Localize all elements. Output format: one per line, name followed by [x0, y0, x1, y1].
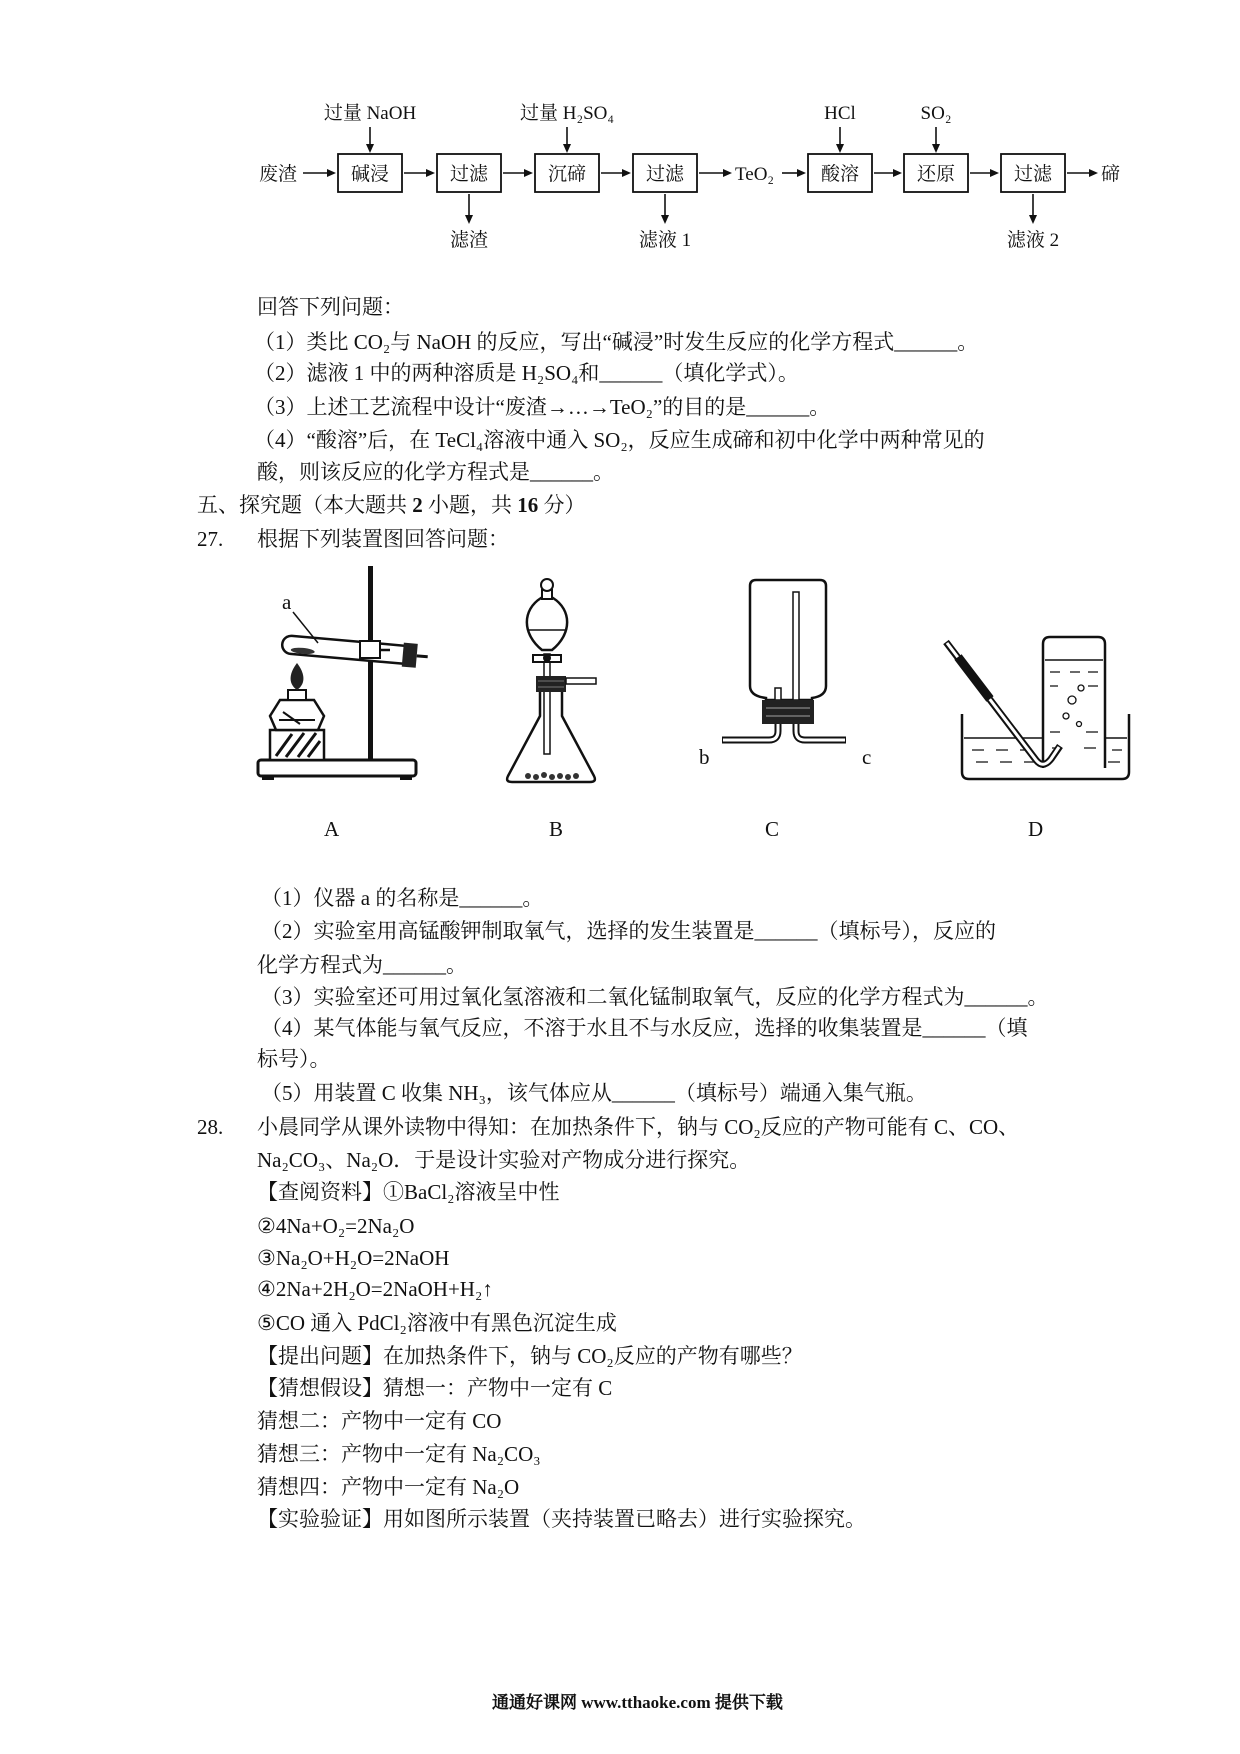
- flow-step-reduce: [904, 154, 968, 192]
- flow-step-label: 过滤: [449, 164, 489, 185]
- flow-arrow: [874, 169, 902, 177]
- reference-item: ④2Na+2H₂O=2NaOH+H₂↑: [257, 1277, 493, 1301]
- reagent-hcl-label: HCl: [824, 103, 856, 124]
- question-stem: 根据下列装置图回答问题：: [257, 527, 509, 551]
- test-tube-stopper: [402, 643, 418, 668]
- bottle-stopper: [762, 700, 814, 724]
- flow-arrow: [699, 169, 732, 177]
- stopcock-knob: [543, 654, 551, 662]
- reagent-naoh-label: 过量 NaOH: [323, 103, 417, 124]
- apparatus-d: [946, 637, 1129, 779]
- flow-step-precipitate: [535, 154, 599, 192]
- hypothesis-item: 猜想四：产物中一定有 Na₂O: [257, 1475, 520, 1499]
- reference-item: ③Na₂O+H₂O=2NaOH: [257, 1246, 450, 1270]
- reagent-arrow-h2so4: [563, 127, 571, 153]
- flow-step-label: 碱浸: [350, 164, 390, 185]
- stand-foot: [262, 775, 274, 780]
- flow-end-label: 碲: [1101, 164, 1121, 185]
- flow-arrow: [601, 169, 631, 177]
- rubber-tube: [958, 657, 990, 699]
- reagent-h2so4-label: 过量 H₂SO₄: [519, 103, 615, 124]
- hypothesis-item: 猜想二：产物中一定有 CO: [257, 1409, 502, 1433]
- flow-start-label: 废渣: [259, 164, 298, 185]
- flow-arrow: [303, 169, 336, 177]
- flow-step-filter-2: [633, 154, 697, 192]
- apparatus-label-a: A: [324, 817, 340, 841]
- flow-step-label: 过滤: [1013, 164, 1053, 185]
- reagent-arrow-hcl: [836, 127, 844, 153]
- long-tube: [793, 592, 799, 700]
- output-arrow-residue: [465, 194, 473, 224]
- q28-question: 【提出问题】在加热条件下，钠与 CO₂反应的产物有哪些？: [257, 1344, 803, 1368]
- q27-sub-3: （3）实验室还可用过氧化氢溶液和二氧化锰制取氧气，反应的化学方程式为______。: [261, 985, 1049, 1009]
- apparatus-label-d: D: [1028, 817, 1044, 841]
- question-number: 28.: [197, 1115, 224, 1139]
- q26-intro: 回答下列问题：: [257, 295, 404, 319]
- output-arrow-filtrate-1: [661, 194, 669, 224]
- section-5-heading: [197, 493, 586, 517]
- output-filtrate-2-label: 滤液 2: [1006, 230, 1060, 251]
- q28-stem-continued: Na₂CO₃、Na₂O．于是设计实验对产物成分进行探究。: [257, 1148, 751, 1172]
- apparatus-c: [699, 580, 871, 769]
- section-heading-text: 小题，共: [422, 493, 518, 517]
- reference-item: ②4Na+O₂=2Na₂O: [257, 1214, 415, 1238]
- apparatus-b: [507, 579, 596, 782]
- process-flow-diagram: [0, 95, 1240, 260]
- delivery-tube-stub: [417, 656, 428, 657]
- hypothesis-item: 【猜想假设】猜想一：产物中一定有 C: [257, 1376, 613, 1400]
- alcohol-lamp-body: [270, 700, 324, 730]
- flow-arrow: [1067, 169, 1098, 177]
- flow-arrow: [503, 169, 533, 177]
- test-tube: [281, 632, 429, 669]
- port-b-label: b: [699, 745, 710, 769]
- q27-sub-4-continued: 标号）。: [257, 1047, 331, 1071]
- output-residue-label: 滤渣: [449, 230, 489, 251]
- flow-step-filter-3: [1001, 154, 1065, 192]
- q26-sub-4: （4）“酸溶”后，在 TeCl₄溶液中通入 SO₂，反应生成碲和初中化学中两种常见的: [254, 428, 985, 452]
- flame: [291, 663, 304, 690]
- flow-step-label: 还原: [916, 164, 956, 185]
- q26-sub-4-continued: 酸，则该反应的化学方程式是______。: [257, 460, 614, 484]
- flow-arrow: [404, 169, 435, 177]
- q26-sub-1: （1）类比 CO₂与 NaOH 的反应，写出“碱浸”时发生反应的化学方程式______。: [254, 330, 979, 354]
- stand-foot: [400, 775, 412, 780]
- reference-item: 【查阅资料】①BaCl₂溶液呈中性: [257, 1180, 560, 1204]
- iron-stand-rod: [368, 566, 373, 761]
- page-footer: 通通好课网 www.tthaoke.com 提供下载: [492, 1693, 783, 1712]
- flow-arrow: [782, 169, 806, 177]
- q27-sub-5: （5）用装置 C 收集 NH₃，该气体应从______（填标号）端通入集气瓶。: [261, 1081, 927, 1105]
- lamp-neck: [288, 690, 306, 700]
- reagent-arrow-naoh: [366, 127, 374, 153]
- flow-step-filter-1: [437, 154, 501, 192]
- q26-sub-3: （3）上述工艺流程中设计“废渣→…→TeO₂”的目的是______。: [254, 395, 831, 419]
- q27-sub-2-continued: 化学方程式为______。: [257, 953, 467, 977]
- section-heading-text: 分）: [538, 493, 586, 517]
- q27-sub-1: （1）仪器 a 的名称是______。: [261, 886, 544, 910]
- q27-sub-4: （4）某气体能与氧气反应，不溶于水且不与水反应，选择的收集装置是______（填: [261, 1016, 1028, 1040]
- flow-step-label: 酸溶: [820, 164, 860, 185]
- hypothesis-item: 猜想三：产物中一定有 Na₂CO₃: [257, 1442, 541, 1466]
- conical-flask: [507, 690, 595, 782]
- question-number: 27.: [197, 527, 224, 551]
- apparatus-a: [258, 566, 429, 780]
- output-arrow-filtrate-2: [1029, 194, 1037, 224]
- side-delivery-tube: [566, 678, 596, 684]
- flow-step-label: 过滤: [645, 164, 685, 185]
- tube-b: [722, 724, 778, 740]
- flow-step-alkali-leach: [338, 154, 402, 192]
- short-tube: [775, 688, 781, 700]
- reagent-arrow-so2: [932, 127, 940, 153]
- gas-bottle: [750, 580, 826, 700]
- flask-stopper: [536, 676, 566, 692]
- flow-step-acid-dissolve: [808, 154, 872, 192]
- flow-arrow: [970, 169, 999, 177]
- output-filtrate-1-label: 滤液 1: [638, 230, 692, 251]
- section-question-count: 2: [412, 493, 423, 517]
- section-heading-text: 五、探究题（本大题共: [197, 493, 413, 517]
- flow-intermediate-label: TeO₂: [735, 164, 775, 185]
- iron-stand-base: [258, 760, 416, 776]
- tube-c: [796, 724, 846, 740]
- apparatus-label-c: C: [765, 817, 780, 841]
- q28-verification: 【实验验证】用如图所示装置（夹持装置已略去）进行实验探究。: [257, 1507, 866, 1531]
- separatory-funnel-bulb: [527, 598, 567, 650]
- funnel-top-stopper: [541, 579, 553, 591]
- reference-item: ⑤CO 通入 PdCl₂溶液中有黑色沉淀生成: [257, 1311, 617, 1335]
- flow-step-label: 沉碲: [547, 164, 587, 185]
- port-c-label: c: [862, 745, 872, 769]
- question-stem: 小晨同学从课外读物中得知：在加热条件下，钠与 CO₂反应的产物可能有 C、CO、: [257, 1115, 1020, 1139]
- q27-sub-2: （2）实验室用高锰酸钾制取氧气，选择的发生装置是______（填标号），反应的: [261, 919, 996, 943]
- funnel-stem: [544, 654, 550, 754]
- clamp: [360, 641, 380, 658]
- instrument-a-label: a: [282, 590, 292, 614]
- apparatus-figure: [0, 560, 1240, 850]
- reagent-so2-label: SO₂: [920, 103, 952, 124]
- apparatus-label-b: B: [549, 817, 564, 841]
- q26-sub-2: （2）滤液 1 中的两种溶质是 H₂SO₄和______（填化学式）。: [254, 361, 799, 385]
- section-score: 16: [517, 493, 539, 517]
